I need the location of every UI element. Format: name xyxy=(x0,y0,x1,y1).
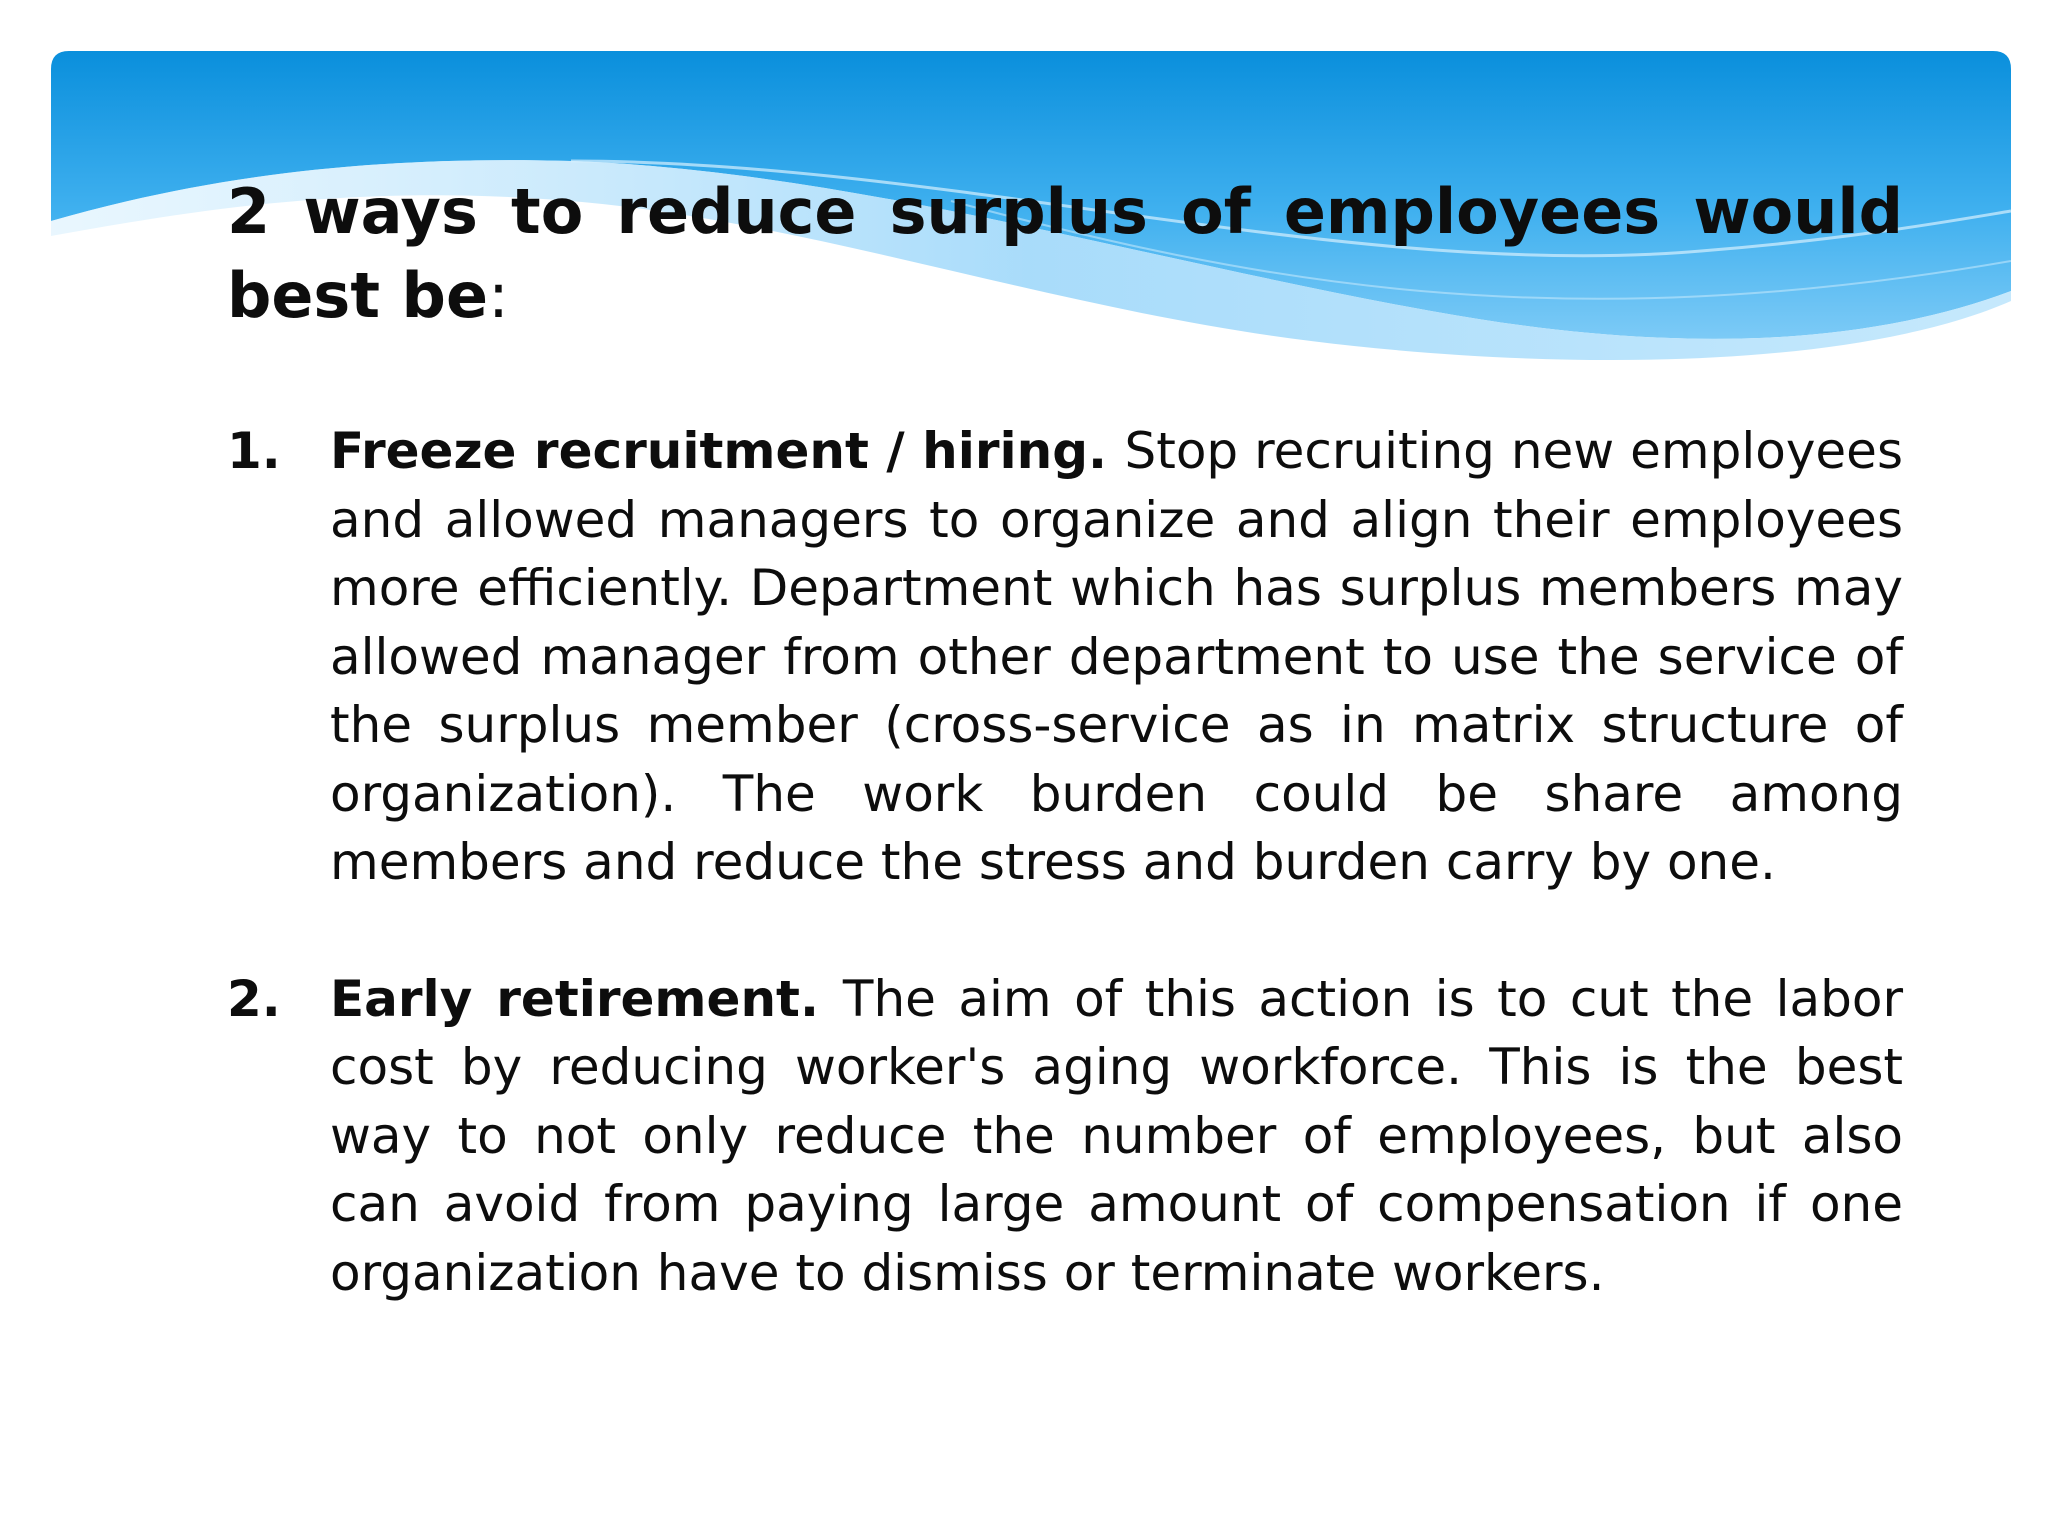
reduction-methods-list xyxy=(227,417,1903,1307)
list-item-number: 1. xyxy=(227,422,281,480)
list-item-heading: Freeze recruitment / hiring. xyxy=(330,422,1125,480)
list-item-text: The aim of this action is to cut the labor cost by reducing worker's aging workforce. This is the best way to not only reduce the number of employees, but also can avoid from paying large amount of compensation if one organization have to dismiss or terminate workers. xyxy=(330,969,1903,1302)
list-item-early-retirement xyxy=(227,965,1903,1308)
title-colon: : xyxy=(488,259,509,332)
list-item-text: Stop recruiting new employees and allowed managers to organize and align their employees more efficiently. Department which has surplus members may allowed manager from other department to use the service of the surplus member (cross-service as in matrix structure of organization). The work burden could be share among members and reduce the stress and burden carry by one. xyxy=(330,422,1903,891)
slide-title xyxy=(227,170,1903,338)
title-text: 2 ways to reduce surplus of employees would best be xyxy=(227,175,1903,332)
list-item-freeze-recruitment xyxy=(227,417,1903,897)
list-item-number: 2. xyxy=(227,969,281,1028)
list-item-heading: Early retirement. xyxy=(330,969,843,1028)
slide-content xyxy=(227,170,1903,1307)
